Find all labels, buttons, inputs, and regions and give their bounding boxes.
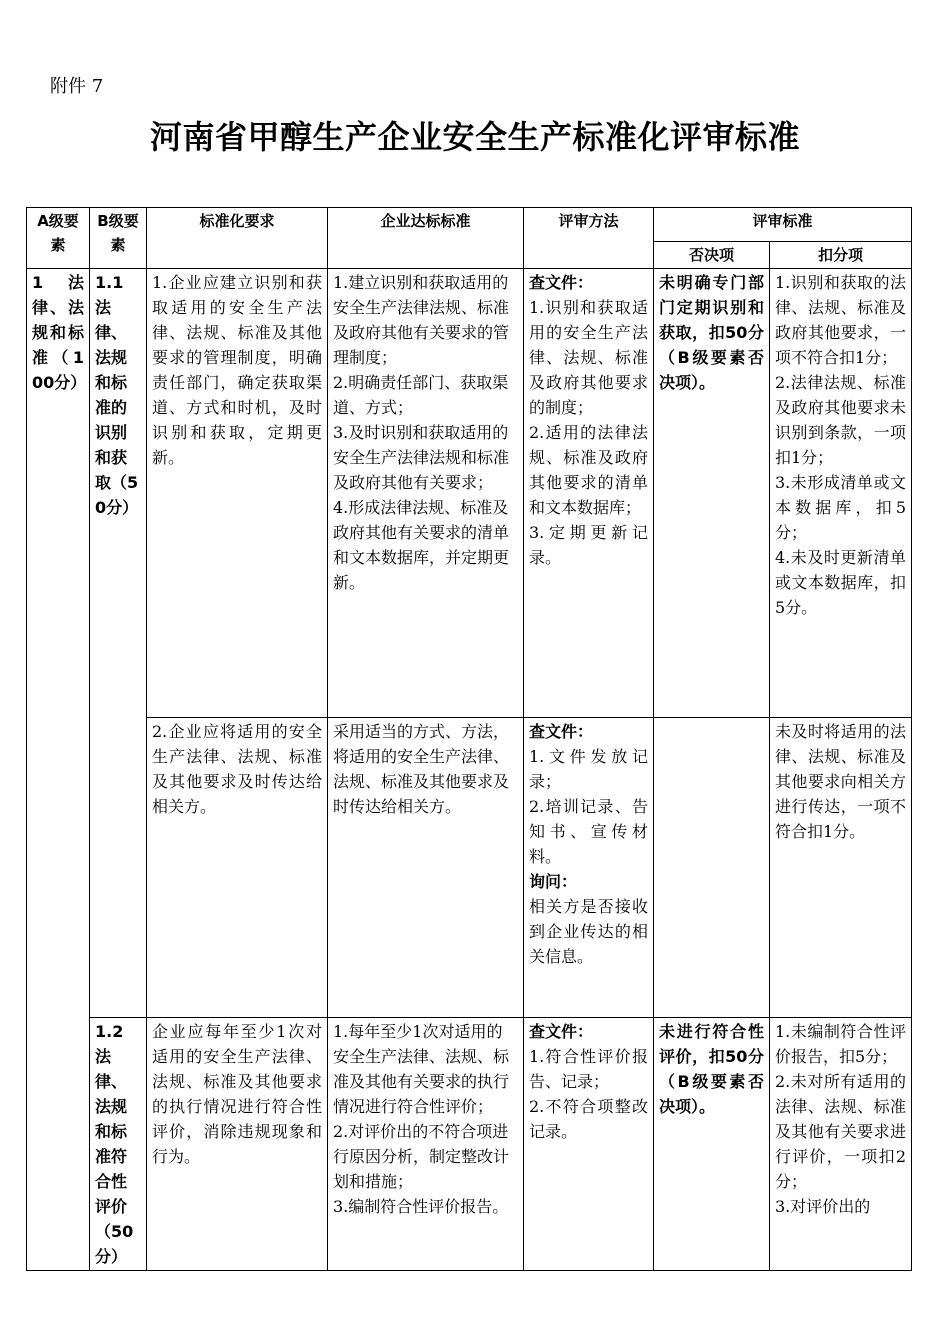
veto-cell: 未进行符合性评价，扣50分（B级要素否决项）。: [654, 1018, 770, 1271]
col-header-criteria: 评审标准: [654, 208, 912, 242]
attachment-label: 附件 7: [50, 76, 104, 97]
requirement-cell: 2.企业应将适用的安全生产法律、法规、标准及其他要求及时传达给相关方。: [147, 718, 328, 1018]
col-header-requirement: 标准化要求: [147, 208, 328, 269]
document-title: 河南省甲醇生产企业安全生产标准化评审标准: [149, 118, 800, 156]
col-header-a-element: A级要素: [27, 208, 90, 269]
veto-cell: [654, 718, 770, 1018]
b-element-cell: 1.1 法律、法规和标准的识别和获取（50分）: [90, 269, 147, 1018]
col-header-veto: 否决项: [654, 242, 770, 269]
method-heading: 查文件：: [529, 273, 594, 292]
col-header-method: 评审方法: [524, 208, 654, 269]
method-heading: 查文件：: [529, 1022, 594, 1041]
method-cell: [524, 1018, 654, 1271]
method-heading: 询问：: [529, 872, 578, 891]
requirement-cell: 1.企业应建立识别和获取适用的安全生产法律、法规、标准及其他要求的管理制度，明确责任部门，确定获取渠道、方式和时机，及时识别和获取，定期更新。: [147, 269, 328, 718]
b-element-cell: 1.2 法律、法规和标准符合性评价（50分）: [90, 1018, 147, 1271]
deduct-cell: 1.识别和获取的法律、法规、标准及政府其他要求，一项不符合扣1分； 2.法律法规、标准及政府其他要求未识别到条款，一项扣1分； 3.未形成清单或文本数据库，扣5分； 4.未及时更新清单或文本数据库，扣5分。: [770, 269, 912, 718]
deduct-cell: 1.未编制符合性评价报告，扣5分； 2.未对所有适用的法律、法规、标准及其他有关要求进行评价，一项扣2分； 3.对评价出的: [770, 1018, 912, 1271]
col-header-standard: 企业达标标准: [328, 208, 524, 269]
a-element-cell: 1 法律、法规和标准（100分）: [27, 269, 90, 1271]
standard-cell: 1.每年至少1次对适用的安全生产法律、法规、标准及其他有关要求的执行情况进行符合性评价； 2.对评价出的不符合项进行原因分析，制定整改计划和措施； 3.编制符合性评价报告。: [328, 1018, 524, 1271]
method-text: 1.符合性评价报告、记录； 2.不符合项整改记录。: [529, 1047, 648, 1141]
table-row: [27, 718, 912, 1018]
method-text: 1.识别和获取适用的安全生产法律、法规、标准及政府其他要求的制度； 2.适用的法律法规、标准及政府其他要求的清单和文本数据库； 3.定期更新记录。: [529, 298, 648, 567]
standard-cell: 采用适当的方式、方法，将适用的安全生产法律、法规、标准及其他要求及时传达给相关方。: [328, 718, 524, 1018]
veto-cell: 未明确专门部门定期识别和获取，扣50分（B级要素否决项）。: [654, 269, 770, 718]
standard-cell: 1.建立识别和获取适用的安全生产法律法规、标准及政府其他有关要求的管理制度； 2.明确责任部门、获取渠道、方式； 3.及时识别和获取适用的安全生产法律法规和标准及政府其他有关要求； 4.形成法律法规、标准及政府其他有关要求的清单和文本数据库，并定期更新。: [328, 269, 524, 718]
table-row: [27, 1018, 912, 1271]
method-cell: [524, 269, 654, 718]
col-header-deduct: 扣分项: [770, 242, 912, 269]
requirement-cell: 企业应每年至少1次对适用的安全生产法律、法规、标准及其他要求的执行情况进行符合性评价，消除违规现象和行为。: [147, 1018, 328, 1271]
method-text: 相关方是否接收到企业传达的相关信息。: [529, 897, 648, 966]
table-row: [27, 269, 912, 718]
deduct-cell: 未及时将适用的法律、法规、标准及其他要求向相关方进行传达，一项不符合扣1分。: [770, 718, 912, 1018]
col-header-b-element: B级要素: [90, 208, 147, 269]
method-text: 1.文件发放记录； 2.培训记录、告知书、宣传材料。: [529, 747, 648, 866]
standards-table: [26, 207, 912, 1271]
method-cell: [524, 718, 654, 1018]
method-heading: 查文件：: [529, 722, 594, 741]
